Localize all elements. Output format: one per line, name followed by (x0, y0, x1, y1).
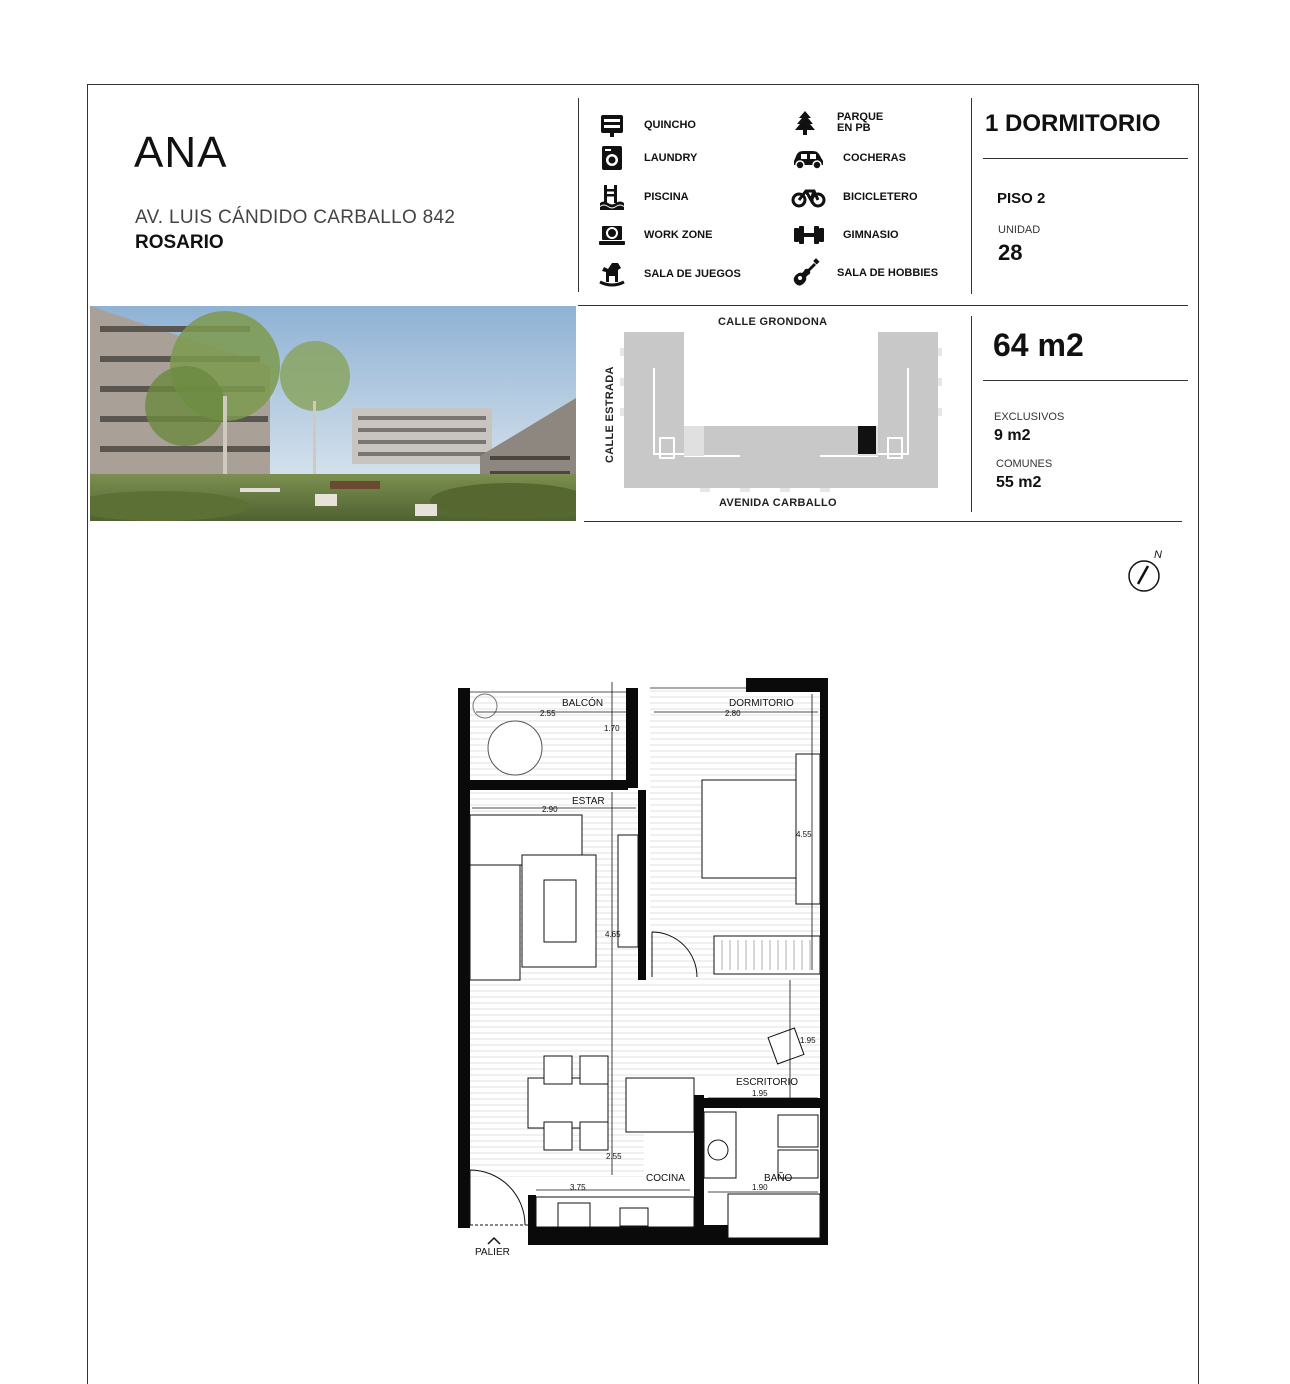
amenity-quincho: QUINCHO (598, 112, 696, 138)
unit-type-divider (983, 158, 1188, 159)
pool-icon (598, 184, 628, 210)
building-city: ROSARIO (135, 232, 224, 253)
street-left: CALLE ESTRADA (604, 366, 616, 463)
room-label-escritorio: ESCRITORIO (736, 1077, 799, 1088)
room-label-dormitorio: DORMITORIO (729, 698, 794, 709)
divider-mid (578, 305, 1188, 306)
common-label: COMUNES (996, 458, 1053, 470)
dim-balcon-width: 2.55 (540, 709, 556, 718)
exclusive-area: 9 m2 (994, 427, 1031, 444)
dumbbell-icon (791, 222, 827, 248)
building-address: AV. LUIS CÁNDIDO CARBALLO 842 (135, 207, 456, 228)
exclusive-label: EXCLUSIVOS (994, 411, 1065, 423)
street-top: CALLE GRONDONA (718, 316, 828, 328)
divider-bottom (584, 521, 1182, 522)
site-plan (620, 328, 942, 492)
dim-estar-width: 2.90 (542, 805, 558, 814)
unit-number: 28 (998, 240, 1023, 265)
building-name: ANA (134, 128, 228, 177)
dim-dorm-width: 2.80 (725, 709, 741, 718)
washing-machine-icon (598, 145, 628, 171)
room-label-balcon: BALCÓN (562, 698, 604, 709)
divider-right (971, 98, 972, 294)
total-area: 64 m2 (993, 327, 1084, 363)
divider-left (578, 98, 579, 292)
room-label-bano: BAÑO (764, 1173, 793, 1184)
divider-right-2 (971, 316, 972, 512)
car-icon (791, 145, 827, 171)
dim-escritorio-width: 1.95 (752, 1089, 768, 1098)
amenity-cocheras: COCHERAS (791, 145, 906, 171)
unit-number-label: UNIDAD (998, 224, 1041, 236)
amenity-work-zone: WORK ZONE (598, 222, 712, 248)
dim-escritorio-height: 1.95 (800, 1036, 816, 1045)
room-label-cocina: COCINA (646, 1173, 685, 1184)
unit-floor: PISO 2 (997, 190, 1046, 207)
amenity-bicicletero: BICICLETERO (791, 184, 918, 210)
room-label-palier: PALIER (475, 1247, 510, 1258)
dim-cocina-width: 3.75 (570, 1183, 586, 1192)
grill-icon (598, 112, 628, 138)
unit-type: 1 DORMITORIO (985, 110, 1161, 137)
dim-bano-width: 1.90 (752, 1183, 768, 1192)
bicycle-icon (791, 184, 827, 210)
dim-balcon-height: 1.70 (604, 724, 620, 733)
total-area-divider (983, 380, 1188, 381)
unit-highlight (858, 426, 876, 454)
guitar-icon (791, 257, 821, 289)
rocking-horse-icon (598, 261, 628, 287)
building-render-image (90, 306, 576, 521)
amenity-laundry: LAUNDRY (598, 145, 697, 171)
dim-cocina-height: 2.55 (606, 1152, 622, 1161)
room-label-estar: ESTAR (572, 796, 605, 807)
street-bottom: AVENIDA CARBALLO (719, 497, 837, 509)
common-area: 55 m2 (996, 474, 1042, 491)
tree-icon (791, 110, 821, 136)
laptop-icon (598, 222, 628, 248)
svg-text:N: N (1154, 549, 1162, 561)
dim-dorm-height: 4.55 (796, 830, 812, 839)
amenity-piscina: PISCINA (598, 184, 689, 210)
amenity-gimnasio: GIMNASIO (791, 222, 899, 248)
amenity-parque: PARQUE EN PB (791, 110, 897, 136)
dim-estar-height: 4.65 (605, 930, 621, 939)
amenity-sala-de-juegos: SALA DE JUEGOS (598, 261, 741, 287)
north-compass-icon (1124, 544, 1168, 596)
amenity-sala-de-hobbies: SALA DE HOBBIES (791, 257, 938, 289)
